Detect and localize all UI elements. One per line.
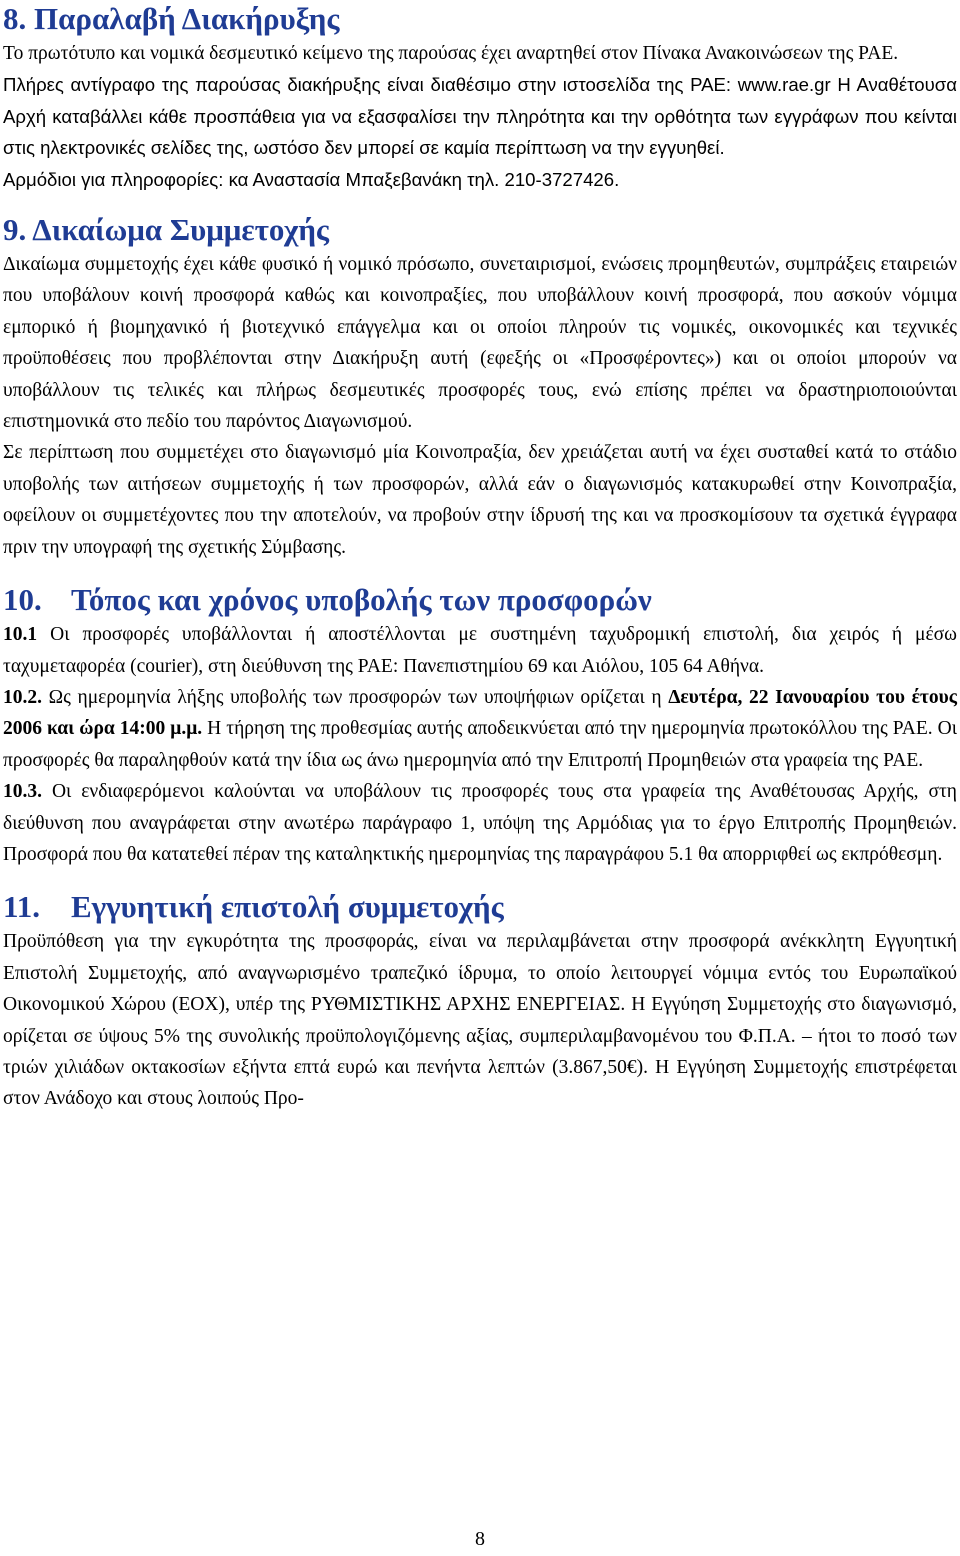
paragraph-10-2-text-a: Ως ημερομηνία λήξης υποβολής των προσφορών των υποψήφιων ορίζεται η [48, 686, 662, 708]
section-9-paragraph-2: Σε περίπτωση που συμμετέχει στο διαγωνισμό μία Κοινοπραξία, δεν χρειάζεται αυτή να έχει συσταθεί κατά το στάδιο υποβολής των αιτήσεων συμμετοχής ή των προσφορών, αλλά εάν ο διαγωνισμός κατακυρωθεί στην Κοινοπραξία, οφείλουν οι συμμετέχοντες που την αποτελούν, να προβούν στην ίδρυσή της και να προσκομίσουν τα σχετικά έγγραφα πριν την υπογραφή της σχετικής Σύμβασης. [3, 442, 957, 558]
section-11-heading [3, 888, 957, 926]
section-9-paragraph-1: Δικαίωμα συμμετοχής έχει κάθε φυσικό ή νομικό πρόσωπο, συνεταιρισμοί, ενώσεις προμηθευτών, συμπράξεις εταιρειών που υποβάλουν κοινή προσφορά καθώς και κοινοπραξίες, που υποβάλλουν κοινή προσφορά, που ασκούν νόμιμα εμπορικό ή βιομηχανικό ή βιοτεχνικό επάγγελμα και οι οποίοι πληρούν τις νομικές, οικονομικές και τεχνικές προϋποθέσεις που προβλέπονται στην Διακήρυξη αυτή (εφεξής οι «Προσφέροντες») και οι οποίοι μπορούν να υποβάλλουν τις τελικές και πλήρως δεσμευτικές προσφορές τους, ενώ επίσης πρέπει να δραστηριοποιούνται επιστημονικά στο πεδίο του παρόντος Διαγωνισμού. [3, 254, 957, 433]
paragraph-10-3 [3, 776, 957, 870]
section-10-heading [3, 581, 957, 619]
section-9-heading: 9. Δικαίωμα Συμμετοχής [3, 212, 330, 248]
section-8-heading: 8. Παραλαβή Διακήρυξης [3, 1, 340, 36]
paragraph-10-1 [3, 619, 957, 682]
section-8-paragraph-3: Αρμόδιοι για πληροφορίες: κα Αναστασία Μπαξεβανάκη τηλ. 210-3727426. [3, 168, 620, 190]
deadline-bold: Δευτέρα, 22 Ιανουαρίου του έτους 2006 και ώρα 14:00 μ.μ. [3, 686, 958, 740]
section-11-paragraph-1: Προϋπόθεση για την εγκυρότητα της προσφοράς, είναι να περιλαμβάνεται στην προσφορά ανέκκλητη Εγγυητική Επιστολή Συμμετοχής, από αναγνωρισμένο τραπεζικό ίδρυμα, το οποίο λειτουργεί νόμιμα εντός του Ευρωπαϊκού Οικονομικού Χώρου (ΕΟΧ), υπέρ της ΡΥΘΜΙΣΤΙΚΗΣ ΑΡΧΗΣ ΕΝΕΡΓΕΙΑΣ. Η Εγγύηση Συμμετοχής στο διαγωνισμό, ορίζεται σε ύψους 5% της συνολικής προϋπολογιζόμενης αξίας, συμπεριλαμβανομένου του Φ.Π.Α. – ήτοι το ποσό των τριών χιλιάδων οκτακοσίων εξήντα επτά ευρώ και πενήντα λεπτών (3.867,50€). Η Εγγύηση Συμμετοχής επιστρέφεται στον Ανάδοχο και στους λοιπούς Προ- [3, 931, 957, 1110]
section-11-number: 11. [3, 889, 41, 925]
paragraph-10-3-text: Οι ενδιαφερόμενοι καλούνται να υποβάλουν τις προσφορές τους στα γραφεία της Αναθέτουσας Αρχής, στη διεύθυνση που αναγράφεται στην ανωτέρω παράγραφο 1, υπόψη της Αρμόδιας για το έργο Επιτροπής Προμηθειών. Προσφορά που θα κατατεθεί πέραν της καταληκτικής ημερομηνίας της παραγράφου 5.1 θα απορριφθεί ως εκπρόθεσμη. [3, 781, 957, 865]
section-10-number: 10. [3, 582, 42, 618]
paragraph-10-2-number: 10.2. [3, 686, 42, 708]
paragraph-10-1-text: Οι προσφορές υποβάλλονται ή αποστέλλονται με συστημένη ταχυδρομική επιστολή, δια χειρός ή μέσω ταχυμεταφορέα (courier), στη διεύθυνση της ΡΑΕ: Πανεπιστημίου 69 και Αιόλου, 105 64 Αθήνα. [3, 624, 957, 677]
section-8-paragraph-1: Το πρωτότυπο και νομικά δεσμευτικό κείμενο της παρούσας έχει αναρτηθεί στον Πίνακα Ανακοινώσεων της ΡΑΕ. [3, 43, 899, 64]
page-number: 8 [475, 1528, 485, 1550]
paragraph-10-1-number: 10.1 [3, 624, 38, 646]
paragraph-10-2-text-b: Η τήρηση της προθεσμίας αυτής αποδεικνύεται από την ημερομηνία πρωτοκόλλου της ΡΑΕ. Οι προσφορές θα παραληφθούν κατά την ίδια ως άνω ημερομηνία από την Επιτροπή Προμηθειών στα γραφεία της ΡΑΕ. [3, 718, 958, 771]
paragraph-10-3-number: 10.3. [3, 781, 42, 803]
section-10-title: Τόπος και χρόνος υποβολής των προσφορών [71, 582, 652, 618]
paragraph-10-2 [3, 682, 957, 776]
section-11-title: Εγγυητική επιστολή συμμετοχής [71, 889, 504, 925]
section-8-paragraph-2: Πλήρες αντίγραφο της παρούσας διακήρυξης είναι διαθέσιμο στην ιστοσελίδα της ΡΑΕ: www.rae.gr Η Αναθέτουσα Αρχή καταβάλλει κάθε προσπάθεια για να εξασφαλίσει την πληρότητα και την ορθότητα των εγγράφων που κείνται στις ηλεκτρονικές σελίδες της, ωστόσο δεν μπορεί σε καμία περίπτωση να την εγγυηθεί. [3, 74, 957, 159]
